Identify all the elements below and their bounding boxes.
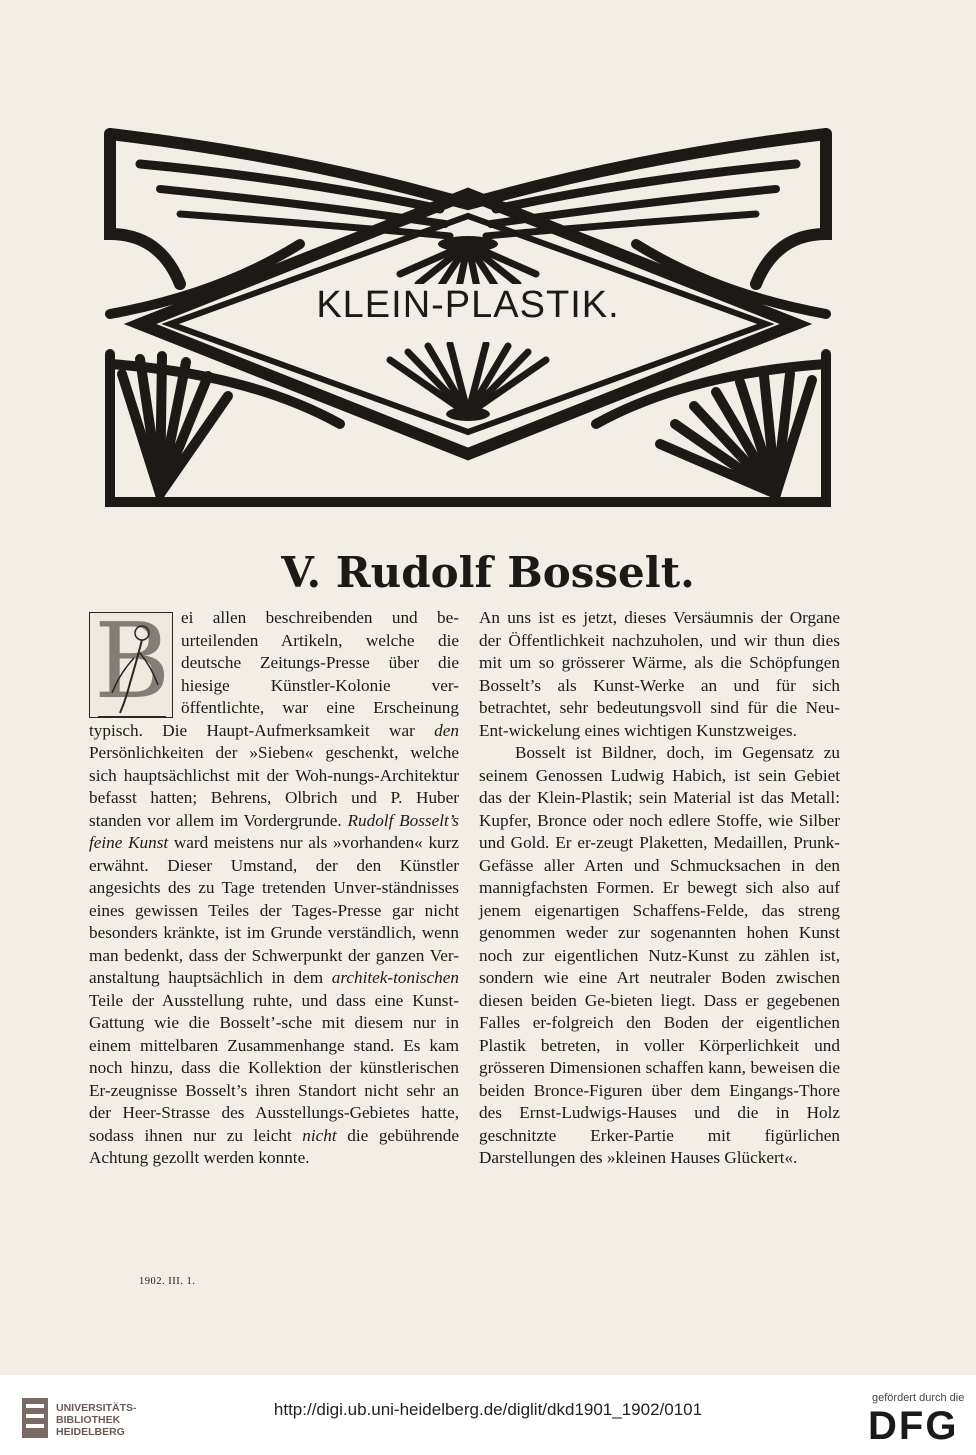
right-paragraph-1: An uns ist es jetzt, dieses Versäumnis der Organe der Öffentlichkeit nachzuholen, und wir thun dies mit um so grösserer Wärme, als die Schöpfungen Bosselt’s als Kunst-Werke an und für sich betrachtet, sehr bedeutungsvoll sind für die Neu-Ent-wickelung eines wichtigen Kunstzweiges. [479,608,840,740]
library-line-1: UNIVERSITÄTS- [56,1402,137,1414]
right-paragraph-2: Bosselt ist Bildner, doch, im Gegensatz zu seinem Genossen Ludwig Habich, ist sein Gebiet das der Klein-Plastik; sein Material ist das Metall: Kupfer, Bronce oder noch edlere Stoffe, wie Silber und Gold. Er er-zeugt Plaketten, Medaillen, Prunk-Gefässe aller Arten und Schmucksachen in den mannigfachsten Formen. Er bewegt sich also auf jenem eigenartigen Schaffens-Felde, das streng genommen weder zur sogenannten hohen Kunst noch zur eigentlichen Nutz-Kunst zu zählen ist, sondern wie eine Art neutraler Boden zwischen diesen beiden Ge-bieten liegt. Dass er gegebenen Falles er-folgreich den Boden der eigentlichen Plastik betreten, in voller Körperlichkeit und grösseren Dimensionen schaffen kann, beweisen die beiden Bronce-Figuren über dem Eingangs-Thore des Ernst-Ludwigs-Hauses und die in Holz geschnitzte Erker-Partie mit figürlichen Darstellungen des »kleinen Hauses Glückert«. [479,743,840,1167]
dfg-logo: DFG [868,1404,959,1448]
signature-mark: 1902. III. 1. [139,1276,196,1287]
ornament-title: KLEIN-PLASTIK. [316,284,620,326]
permalink-url[interactable]: http://digi.ub.uni-heidelberg.de/diglit/dkd1901_1902/0101 [273,1400,703,1419]
funded-by-label: gefördert durch die [872,1392,965,1404]
left-column [89,600,459,1170]
dropcap-initial [89,600,173,722]
left-column-text: ei allen beschreibenden und be-urteilenden Artikeln, welche die deutsche Zeitungs-Presse über die hiesige Künstler-Kolonie ver-öffentlichte, war eine Erscheinung typisch. Die Haupt-Aufmerksamkeit war den Persönlichkeiten der »Sieben« geschenkt, welche sich hauptsächlichst mit der Woh-nungs-Architektur befasst hatten; Behrens, Olbrich und P. Huber standen vor allem im Vordergrunde. Rudolf Bosselt’s feine Kunst ward meistens nur als »vorhanden« kurz erwähnt. Dieser Umstand, der den Künstler angesichts des zu Tage tretenden Unver-ständnisses eines gewissen Teiles der Tages-Presse gar nicht besonders kränkte, ist im Grunde verständlich, wenn man bedenkt, dass der Schwerpunkt der ganzen Ver-anstaltung hauptsächlich in dem architek-tonischen Teile der Ausstellung ruhte, und dass eine Kunst-Gattung wie die Bosselt’-sche mit diesem nur in einem mittelbaren Zusammenhange stand. Es kam noch hinzu, dass die Kollektion der künstlerischen Er-zeugnisse Bosselt’s ihren Standort nicht sehr an der Heer-Strasse des Ausstellungs-Gebietes hatte, sodass ihnen nur zu leicht nicht die gebührende Achtung gezollt werden konnte. [89,608,459,1167]
article-title: V. Rudolf Bosselt. [281,548,695,597]
dropcap-letter: B [94,600,171,722]
library-line-3: HEIDELBERG [56,1426,125,1438]
right-column [479,607,840,1170]
library-line-2: BIBLIOTHEK [56,1414,121,1426]
header-ornament [100,124,836,512]
